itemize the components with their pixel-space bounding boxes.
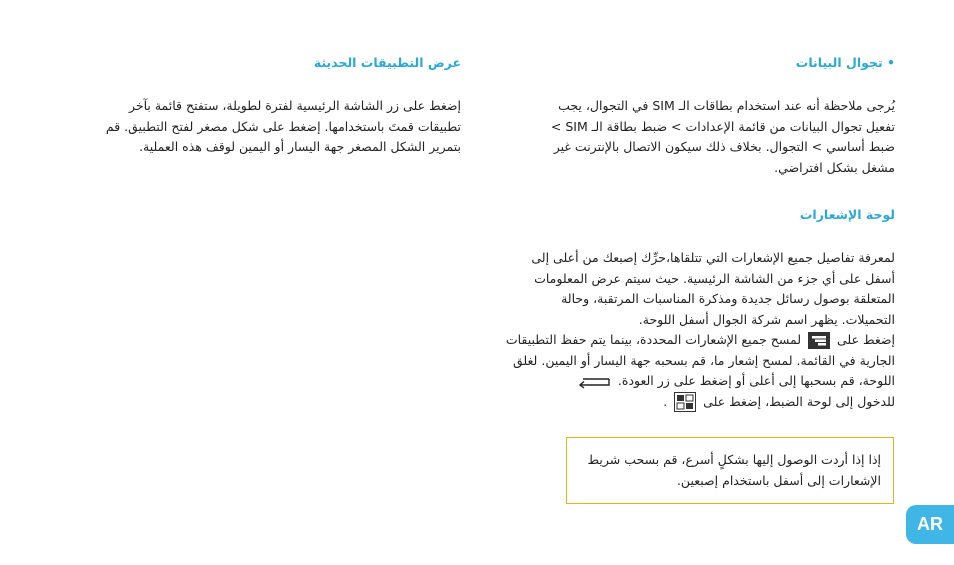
text-line: أسفل على أي جزء من الشاشة الرئيسية. حيث سيتم عرض المعلومات: [534, 270, 895, 286]
notification-panel-heading: لوحة الإشعارات: [799, 207, 895, 222]
tip-line: الإشعارات إلى أسفل باستخدام إصبعين.: [676, 472, 881, 488]
text-line: التحميلات. يظهر اسم شركة الجوال أسفل اللوحة.: [638, 311, 895, 327]
clear-text-before: إضغط على: [837, 332, 895, 347]
text-line: المتعلقة بوصول رسائل جديدة ومذكرة المناسبات المرتقبة، وحالة: [561, 291, 895, 306]
text-line: بتمرير الشكل المصغر جهة اليسار أو اليمين لوقف هذه العملية.: [139, 139, 461, 154]
clear-all-icon: [808, 332, 830, 349]
text-line: تفعيل تجوال البيانات من قائمة الإعدادات > ضبط بطاقة الـ SIM >: [550, 118, 895, 134]
back-arrow-icon: [577, 375, 611, 389]
text-line: الجارية في القائمة. لمسح إشعار ما، قم بسحبه جهة اليسار أو اليمين. لغلق: [512, 352, 895, 368]
recent-apps-text: [106, 96, 461, 158]
text-line: ضبط أساسي > التجوال. بخلاف ذلك سيكون الاتصال بالإنترنت غير: [553, 139, 895, 154]
back-text: اللوحة، قم بسحبها إلى أعلى أو إضغط على زر العودة.: [617, 373, 895, 388]
recent-apps-heading: عرض التطبيقات الحديثة: [313, 55, 461, 70]
tip-box: [566, 437, 894, 504]
text-line: إضغط على زر الشاشة الرئيسية لفترة لطويلة، ستفتح قائمة بآخر: [128, 98, 461, 113]
clear-text-after: لمسح جميع الإشعارات المحددة، بينما يتم حفظ التطبيقات: [505, 332, 802, 347]
settings-instruction-line: [506, 392, 895, 413]
text-line: مشغل بشكل افتراضي.: [774, 159, 895, 175]
quick-settings-icon: [674, 392, 696, 412]
data-roaming-heading: • تجوال البيانات: [795, 55, 895, 70]
text-line: تطبيقات قمتَ باستخدامها. إضغط على شكل مصغر لفتح التطبيق. قم: [105, 118, 461, 134]
data-roaming-text: [551, 96, 895, 178]
notification-panel-text: [506, 248, 895, 412]
language-badge: AR: [906, 505, 954, 544]
tip-line: إذا إذا أردت الوصول إليها بشكلٍ أسرع، قم بسحب شريط: [587, 452, 881, 467]
clear-instruction-line: [506, 330, 895, 351]
back-instruction-line: [506, 371, 895, 392]
settings-text-after: .: [663, 393, 668, 409]
text-line: لمعرفة تفاصيل جميع الإشعارات التي تتلقاها،حرِّك إصبعك من أعلى إلى: [531, 250, 895, 265]
settings-text-before: للدخول إلى لوحة الضبط، إضغط على: [703, 393, 895, 409]
text-line: يُرجى ملاحظة أنه عند استخدام بطاقات الـ SIM في التجوال، يجب: [558, 98, 895, 113]
